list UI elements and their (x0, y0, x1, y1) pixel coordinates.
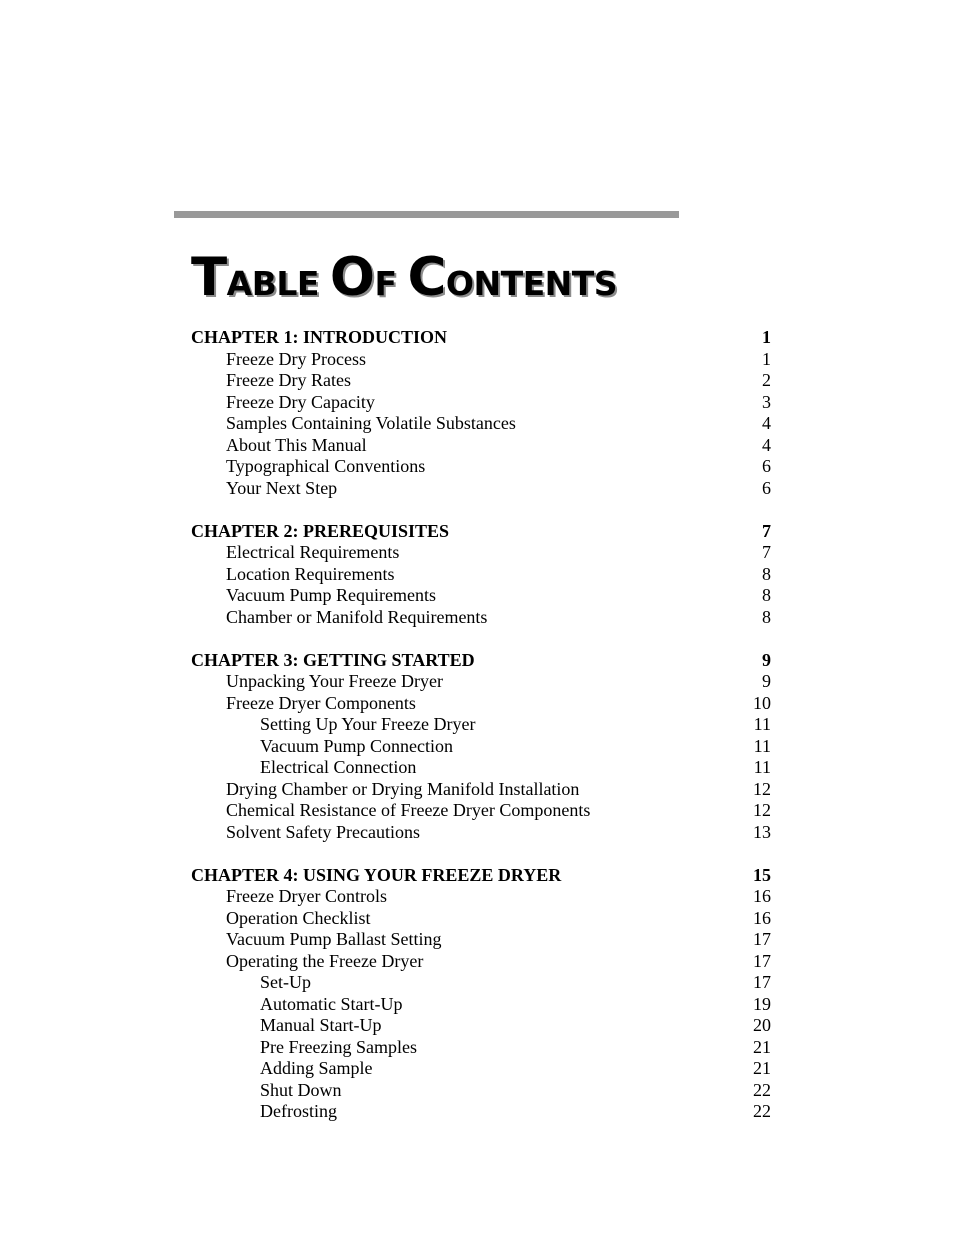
toc-entry-label: Solvent Safety Precautions (226, 821, 420, 842)
toc-entry-label: Freeze Dry Process (226, 348, 366, 369)
toc-entry-label: Shut Down (260, 1079, 342, 1100)
toc-entry-label: Freeze Dryer Components (226, 692, 416, 713)
toc-section-entry[interactable] (0, 370, 954, 392)
toc-section-entry[interactable] (0, 886, 954, 908)
toc-entry-label: Typographical Conventions (226, 456, 426, 476)
toc-entry-page-number: 19 (753, 993, 771, 1014)
toc-entry-label: CHAPTER 4: USING YOUR FREEZE DRYER (191, 864, 562, 885)
toc-entry-label: Freeze Dry Capacity (226, 391, 375, 412)
toc-entry-page-number: 2 (762, 370, 771, 390)
toc-entry-label: Set-Up (260, 972, 311, 992)
toc-entry-label: CHAPTER 2: PREREQUISITES (191, 520, 450, 541)
toc-entry-page-number: 11 (753, 757, 771, 777)
toc-entry-label: Your Next Step (226, 477, 338, 498)
toc-entry-label: Chemical Resistance of Freeze Dryer Components (226, 800, 591, 820)
toc-entry-page-number: 6 (762, 477, 771, 498)
toc-entry-page-number: 16 (753, 886, 771, 906)
toc-entry-page-number: 11 (753, 735, 771, 756)
toc-subsection-entry[interactable] (0, 714, 954, 736)
toc-section-entry[interactable] (0, 478, 954, 500)
toc-entry-label: Electrical Connection (260, 757, 417, 777)
toc-entry-page-number: 12 (753, 778, 771, 799)
toc-section-entry[interactable] (0, 908, 954, 930)
toc-entry-label: Operation Checklist (226, 907, 371, 928)
toc-entry-page-number: 4 (762, 413, 771, 433)
toc-entry-label: Pre Freezing Samples (260, 1036, 417, 1057)
toc-entry-label: Freeze Dry Rates (226, 370, 351, 390)
toc-chapter-entry[interactable] (0, 650, 954, 672)
toc-spacer (0, 499, 954, 521)
toc-entry-page-number: 8 (762, 606, 771, 627)
toc-section-entry[interactable] (0, 392, 954, 414)
toc-section-entry[interactable] (0, 951, 954, 973)
toc-entry-label: Freeze Dryer Controls (226, 886, 387, 906)
toc-section-entry[interactable] (0, 671, 954, 693)
toc-section-entry[interactable] (0, 542, 954, 564)
toc-section-entry[interactable] (0, 435, 954, 457)
toc-section-entry[interactable] (0, 607, 954, 629)
toc-entry-label: Automatic Start-Up (260, 993, 403, 1014)
toc-entry-label: Vacuum Pump Requirements (226, 585, 436, 605)
toc-entry-page-number: 9 (762, 671, 771, 691)
toc-section-entry[interactable] (0, 800, 954, 822)
toc-section-entry[interactable] (0, 693, 954, 715)
toc-entry-label: About This Manual (226, 434, 367, 455)
toc-subsection-entry[interactable] (0, 757, 954, 779)
toc-subsection-entry[interactable] (0, 736, 954, 758)
toc-subsection-entry[interactable] (0, 1058, 954, 1080)
toc-entry-page-number: 10 (753, 692, 771, 713)
toc-entry-page-number: 9 (762, 649, 771, 670)
toc-entry-label: Manual Start-Up (260, 1015, 382, 1035)
toc-subsection-entry[interactable] (0, 1037, 954, 1059)
toc-section-entry[interactable] (0, 413, 954, 435)
toc-subsection-entry[interactable] (0, 972, 954, 994)
toc-subsection-entry[interactable] (0, 1101, 954, 1123)
toc-entry-label: Defrosting (260, 1101, 337, 1121)
toc-entry-label: Adding Sample (260, 1058, 373, 1078)
toc-entry-page-number: 22 (753, 1079, 771, 1100)
toc-entry-label: Chamber or Manifold Requirements (226, 606, 488, 627)
toc-spacer (0, 843, 954, 865)
toc-entry-label: Vacuum Pump Connection (260, 735, 453, 756)
toc-section-entry[interactable] (0, 585, 954, 607)
toc-entry-label: Setting Up Your Freeze Dryer (260, 714, 476, 734)
toc-entry-page-number: 17 (753, 950, 771, 971)
toc-entry-page-number: 15 (753, 864, 771, 885)
toc-entry-page-number: 22 (753, 1101, 771, 1121)
toc-entry-page-number: 20 (753, 1015, 771, 1035)
toc-chapter-entry[interactable] (0, 865, 954, 887)
page-title: TABLE OF CONTENTS (191, 247, 618, 308)
toc-entry-label: Unpacking Your Freeze Dryer (226, 671, 443, 691)
toc-entry-page-number: 6 (762, 456, 771, 476)
table-of-contents (0, 327, 954, 1123)
toc-entry-label: Location Requirements (226, 563, 395, 584)
toc-section-entry[interactable] (0, 779, 954, 801)
toc-entry-page-number: 1 (762, 348, 771, 369)
toc-section-entry[interactable] (0, 456, 954, 478)
toc-section-entry[interactable] (0, 822, 954, 844)
header-rule (174, 211, 679, 218)
toc-entry-page-number: 17 (753, 929, 771, 949)
toc-spacer (0, 628, 954, 650)
toc-subsection-entry[interactable] (0, 1080, 954, 1102)
toc-entry-label: Electrical Requirements (226, 542, 400, 562)
toc-entry-page-number: 11 (753, 714, 771, 734)
toc-entry-label: Operating the Freeze Dryer (226, 950, 424, 971)
toc-entry-page-number: 16 (753, 907, 771, 928)
toc-entry-page-number: 21 (753, 1036, 771, 1057)
toc-entry-label: Samples Containing Volatile Substances (226, 413, 516, 433)
toc-entry-page-number: 13 (753, 821, 771, 842)
toc-section-entry[interactable] (0, 349, 954, 371)
toc-entry-page-number: 3 (762, 391, 771, 412)
toc-entry-label: Vacuum Pump Ballast Setting (226, 929, 442, 949)
toc-chapter-entry[interactable] (0, 327, 954, 349)
toc-entry-page-number: 21 (753, 1058, 771, 1078)
toc-entry-page-number: 7 (762, 520, 771, 541)
toc-entry-page-number: 17 (753, 972, 771, 992)
toc-entry-page-number: 7 (762, 542, 771, 562)
toc-subsection-entry[interactable] (0, 1015, 954, 1037)
toc-entry-label: Drying Chamber or Drying Manifold Installation (226, 778, 580, 799)
toc-section-entry[interactable] (0, 564, 954, 586)
toc-chapter-entry[interactable] (0, 521, 954, 543)
toc-entry-page-number: 1 (762, 327, 771, 347)
toc-entry-page-number: 4 (762, 434, 771, 455)
toc-subsection-entry[interactable] (0, 994, 954, 1016)
toc-section-entry[interactable] (0, 929, 954, 951)
toc-entry-label: CHAPTER 3: GETTING STARTED (191, 649, 475, 670)
toc-entry-label: CHAPTER 1: INTRODUCTION (191, 327, 448, 347)
toc-entry-page-number: 12 (753, 800, 771, 820)
toc-entry-page-number: 8 (762, 585, 771, 605)
toc-entry-page-number: 8 (762, 563, 771, 584)
